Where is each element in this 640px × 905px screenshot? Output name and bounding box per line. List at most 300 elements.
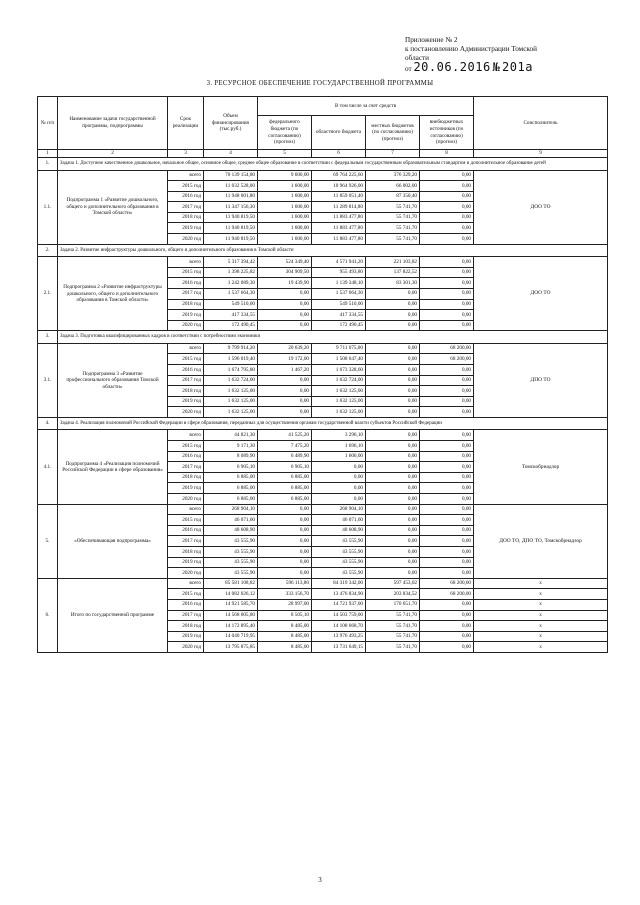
period-cell: 2015 год bbox=[168, 354, 204, 365]
regional-cell: 0,00 bbox=[312, 472, 366, 483]
federal-cell: 6 885,00 bbox=[258, 494, 312, 505]
federal-cell: 1 600,00 bbox=[258, 234, 312, 245]
period-cell: всего bbox=[168, 578, 204, 589]
total-cell: 1 537 664,30 bbox=[204, 288, 258, 299]
federal-cell: 9 600,00 bbox=[258, 170, 312, 181]
regional-cell: 14 503 759,00 bbox=[312, 610, 366, 621]
local-cell: 0,00 bbox=[366, 375, 420, 386]
period-cell: 2019 год bbox=[168, 631, 204, 642]
extra-cell: 0,00 bbox=[420, 483, 474, 494]
local-cell: 0,00 bbox=[366, 365, 420, 376]
table-row bbox=[38, 578, 608, 589]
coexecutor-cell: ДОО ТО bbox=[474, 170, 608, 244]
col-header-no: № п/п bbox=[38, 97, 58, 150]
task-text: Задача 3. Подготовка квалифицированных кадров в соответствии с потребностями экономики bbox=[58, 331, 608, 344]
period-cell: 2015 год bbox=[168, 441, 204, 452]
col-number: 1 bbox=[38, 150, 58, 158]
federal-cell: 0,00 bbox=[258, 504, 312, 515]
local-cell: 221 103,82 bbox=[366, 257, 420, 268]
total-cell: 6 905,10 bbox=[204, 462, 258, 473]
extra-cell: 0,00 bbox=[420, 278, 474, 289]
task-row bbox=[38, 417, 608, 430]
federal-cell: 1 600,00 bbox=[258, 202, 312, 213]
task-row bbox=[38, 331, 608, 344]
local-cell: 0,00 bbox=[366, 462, 420, 473]
federal-cell: 1 467,20 bbox=[258, 365, 312, 376]
local-cell: 0,00 bbox=[366, 451, 420, 462]
extra-cell: 0,00 bbox=[420, 621, 474, 632]
federal-cell: 0,00 bbox=[258, 525, 312, 536]
total-cell: 14 568 005,80 bbox=[204, 610, 258, 621]
local-cell: 0,00 bbox=[366, 320, 420, 331]
regional-cell: 3 296,10 bbox=[312, 430, 366, 441]
federal-cell: 1 600,00 bbox=[258, 191, 312, 202]
resolution-number: 201а bbox=[502, 60, 533, 74]
period-cell: 2017 год bbox=[168, 462, 204, 473]
total-cell: 13 795 875,85 bbox=[204, 642, 258, 653]
federal-cell: 0,00 bbox=[258, 386, 312, 397]
total-cell: 43 555,90 bbox=[204, 536, 258, 547]
regional-cell: 0,00 bbox=[312, 494, 366, 505]
extra-cell: 0,00 bbox=[420, 181, 474, 192]
local-cell: 0,00 bbox=[366, 386, 420, 397]
extra-cell: 0,00 bbox=[420, 642, 474, 653]
task-number: 4. bbox=[38, 417, 58, 430]
total-cell: 6 885,00 bbox=[204, 494, 258, 505]
page-title: 3. РЕСУРСНОЕ ОБЕСПЕЧЕНИЕ ГОСУДАРСТВЕННОЙ ПРОГРАММЫ bbox=[206, 80, 434, 87]
period-cell: всего bbox=[168, 430, 204, 441]
local-cell: 55 741,70 bbox=[366, 202, 420, 213]
coexecutor-cell: х bbox=[474, 578, 608, 589]
coexecutor-cell: х bbox=[474, 621, 608, 632]
period-cell: 2015 год bbox=[168, 181, 204, 192]
col-header-resp: Соисполнитель bbox=[474, 97, 608, 150]
col-header-term: Срок реализации bbox=[168, 97, 204, 150]
col-header-extra: внебюджетных источников (по согласованию) (прогноз) bbox=[420, 116, 474, 150]
federal-cell: 6 885,00 bbox=[258, 472, 312, 483]
coexecutor-cell: х bbox=[474, 599, 608, 610]
table-row bbox=[38, 430, 608, 441]
regional-cell: 1 139 348,10 bbox=[312, 278, 366, 289]
document-header bbox=[405, 36, 615, 74]
local-cell: 376 329,20 bbox=[366, 170, 420, 181]
local-cell: 170 651,70 bbox=[366, 599, 420, 610]
federal-cell: 6 885,00 bbox=[258, 483, 312, 494]
regional-cell: 955 493,80 bbox=[312, 267, 366, 278]
federal-cell: 8 505,10 bbox=[258, 610, 312, 621]
federal-cell: 7 475,20 bbox=[258, 441, 312, 452]
resolution-ref: к постановлению Администрации Томской bbox=[405, 45, 537, 53]
federal-cell: 0,00 bbox=[258, 375, 312, 386]
extra-cell: 68 200,00 bbox=[420, 343, 474, 354]
extra-cell: 0,00 bbox=[420, 365, 474, 376]
federal-cell: 20 639,20 bbox=[258, 343, 312, 354]
total-cell: 43 555,90 bbox=[204, 547, 258, 558]
period-cell: 2019 год bbox=[168, 396, 204, 407]
period-cell: 2020 год bbox=[168, 407, 204, 418]
total-cell: 417 334,55 bbox=[204, 310, 258, 321]
period-cell: 2015 год bbox=[168, 515, 204, 526]
coexecutor-cell: ДОО ТО, ДПО ТО, Томскобрнадзор bbox=[474, 504, 608, 578]
regional-cell: 1 537 664,30 bbox=[312, 288, 366, 299]
row-number: 5. bbox=[38, 504, 58, 578]
col-header-regional: областного бюджета bbox=[312, 116, 366, 150]
period-cell: 2020 год bbox=[168, 320, 204, 331]
extra-cell: 0,00 bbox=[420, 504, 474, 515]
federal-cell: 0,00 bbox=[258, 288, 312, 299]
period-cell: 2016 год bbox=[168, 525, 204, 536]
regional-cell: 43 555,90 bbox=[312, 557, 366, 568]
col-number: 6 bbox=[312, 150, 366, 158]
federal-cell: 41 525,20 bbox=[258, 430, 312, 441]
resolution-date: 20.06.2016 bbox=[413, 60, 491, 74]
period-cell: 2018 год bbox=[168, 621, 204, 632]
period-cell: 2017 год bbox=[168, 288, 204, 299]
local-cell: 0,00 bbox=[366, 547, 420, 558]
col-header-incl: В том числе за счет средств bbox=[258, 97, 474, 116]
regional-cell: 14 721 937,00 bbox=[312, 599, 366, 610]
extra-cell: 68 200,00 bbox=[420, 578, 474, 589]
period-cell: 2015 год bbox=[168, 267, 204, 278]
period-cell: 2016 год bbox=[168, 278, 204, 289]
task-row bbox=[38, 244, 608, 257]
task-text: Задача 4. Реализация полномочий Российской Федерации в сфере образования, переданных для осуществления органам государственной власти субъектов Российской Федерации bbox=[58, 417, 608, 430]
federal-cell: 19 439,90 bbox=[258, 278, 312, 289]
extra-cell: 68 200,00 bbox=[420, 354, 474, 365]
period-cell: 2018 год bbox=[168, 547, 204, 558]
federal-cell: 28 997,00 bbox=[258, 599, 312, 610]
period-cell: 2018 год bbox=[168, 386, 204, 397]
extra-cell: 68 200,00 bbox=[420, 589, 474, 600]
regional-cell: 4 571 941,20 bbox=[312, 257, 366, 268]
federal-cell: 0,00 bbox=[258, 310, 312, 321]
table-body bbox=[38, 158, 608, 653]
table-row bbox=[38, 170, 608, 181]
col-header-federal: федерального бюджета (по согласованию) (прогноз) bbox=[258, 116, 312, 150]
local-cell: 55 741,70 bbox=[366, 642, 420, 653]
page-number: 3 bbox=[318, 876, 322, 884]
extra-cell: 0,00 bbox=[420, 547, 474, 558]
total-cell: 549 510,00 bbox=[204, 299, 258, 310]
period-cell: всего bbox=[168, 504, 204, 515]
resource-table bbox=[37, 96, 608, 653]
coexecutor-cell: ДПО ТО bbox=[474, 343, 608, 417]
period-cell: 2020 год bbox=[168, 494, 204, 505]
federal-cell: 1 600,00 bbox=[258, 181, 312, 192]
federal-cell: 524 349,40 bbox=[258, 257, 312, 268]
period-cell: 2019 год bbox=[168, 557, 204, 568]
regional-cell: 13 731 649,15 bbox=[312, 642, 366, 653]
resolution-date-line bbox=[405, 60, 615, 74]
total-cell: 9 799 914,20 bbox=[204, 343, 258, 354]
regional-cell: 84 319 342,00 bbox=[312, 578, 366, 589]
regional-cell: 13 476 834,90 bbox=[312, 589, 366, 600]
total-cell: 1 674 795,80 bbox=[204, 365, 258, 376]
federal-cell: 596 113,80 bbox=[258, 578, 312, 589]
col-number: 3 bbox=[168, 150, 204, 158]
federal-cell: 19 172,00 bbox=[258, 354, 312, 365]
extra-cell: 0,00 bbox=[420, 472, 474, 483]
total-cell: 85 581 108,82 bbox=[204, 578, 258, 589]
extra-cell: 0,00 bbox=[420, 610, 474, 621]
period-cell: 2017 год bbox=[168, 610, 204, 621]
total-cell: 44 821,30 bbox=[204, 430, 258, 441]
period-cell: 2017 год bbox=[168, 536, 204, 547]
extra-cell: 0,00 bbox=[420, 223, 474, 234]
federal-cell: 0,00 bbox=[258, 396, 312, 407]
extra-cell: 0,00 bbox=[420, 568, 474, 579]
local-cell: 0,00 bbox=[366, 504, 420, 515]
period-cell: 2016 год bbox=[168, 451, 204, 462]
regional-cell: 69 764 225,60 bbox=[312, 170, 366, 181]
local-cell: 0,00 bbox=[366, 441, 420, 452]
local-cell: 203 834,52 bbox=[366, 589, 420, 600]
federal-cell: 1 600,00 bbox=[258, 223, 312, 234]
total-cell: 11 940 819,50 bbox=[204, 234, 258, 245]
coexecutor-cell: х bbox=[474, 610, 608, 621]
col-header-name: Наименование задачи государственной программы, подпрограммы bbox=[58, 97, 168, 150]
total-cell: 1 242 089,30 bbox=[204, 278, 258, 289]
period-cell: 2016 год bbox=[168, 365, 204, 376]
total-cell: 70 139 154,80 bbox=[204, 170, 258, 181]
total-cell: 14 040 719,95 bbox=[204, 631, 258, 642]
total-cell: 9 171,30 bbox=[204, 441, 258, 452]
total-cell: 11 948 001,80 bbox=[204, 191, 258, 202]
total-cell: 48 608,90 bbox=[204, 525, 258, 536]
total-cell: 5 317 394,42 bbox=[204, 257, 258, 268]
federal-cell: 333 156,70 bbox=[258, 589, 312, 600]
row-number: 6. bbox=[38, 578, 58, 652]
regional-cell: 11 859 051,40 bbox=[312, 191, 366, 202]
table-row bbox=[38, 343, 608, 354]
extra-cell: 0,00 bbox=[420, 525, 474, 536]
col-number: 4 bbox=[204, 150, 258, 158]
local-cell: 55 741,70 bbox=[366, 234, 420, 245]
local-cell: 66 002,00 bbox=[366, 181, 420, 192]
regional-cell: 417 334,55 bbox=[312, 310, 366, 321]
local-cell: 0,00 bbox=[366, 568, 420, 579]
extra-cell: 0,00 bbox=[420, 375, 474, 386]
total-cell: 1 632 724,00 bbox=[204, 375, 258, 386]
regional-cell: 48 608,90 bbox=[312, 525, 366, 536]
federal-cell: 1 600,00 bbox=[258, 212, 312, 223]
col-number: 5 bbox=[258, 150, 312, 158]
coexecutor-cell: ДОО ТО bbox=[474, 257, 608, 331]
federal-cell: 304 909,50 bbox=[258, 267, 312, 278]
regional-cell: 0,00 bbox=[312, 483, 366, 494]
row-number: 4.1. bbox=[38, 430, 58, 504]
period-cell: 2017 год bbox=[168, 375, 204, 386]
total-cell: 268 904,10 bbox=[204, 504, 258, 515]
federal-cell: 0,00 bbox=[258, 568, 312, 579]
row-number: 3.1. bbox=[38, 343, 58, 417]
col-header-local: местных бюджетов (по согласованию) (прогноз) bbox=[366, 116, 420, 150]
regional-cell: 46 071,60 bbox=[312, 515, 366, 526]
subprogram-name: Подпрограмма 1 «Развитие дошкольного, общего и дополнительного образования в Томской области» bbox=[58, 170, 168, 244]
total-cell: 1 398 225,82 bbox=[204, 267, 258, 278]
regional-cell: 549 510,00 bbox=[312, 299, 366, 310]
total-cell: 43 555,90 bbox=[204, 557, 258, 568]
coexecutor-cell: Томскобрнадзор bbox=[474, 430, 608, 504]
regional-cell: 43 555,90 bbox=[312, 536, 366, 547]
period-cell: 2018 год bbox=[168, 299, 204, 310]
total-cell: 11 940 819,50 bbox=[204, 212, 258, 223]
local-cell: 0,00 bbox=[366, 472, 420, 483]
header-row-1 bbox=[38, 97, 608, 116]
local-cell: 55 741,70 bbox=[366, 212, 420, 223]
extra-cell: 0,00 bbox=[420, 451, 474, 462]
extra-cell: 0,00 bbox=[420, 234, 474, 245]
federal-cell: 0,00 bbox=[258, 515, 312, 526]
extra-cell: 0,00 bbox=[420, 441, 474, 452]
total-cell: 1 632 125,00 bbox=[204, 386, 258, 397]
local-cell: 0,00 bbox=[366, 343, 420, 354]
local-cell: 87 350,40 bbox=[366, 191, 420, 202]
regional-cell: 13 976 493,25 bbox=[312, 631, 366, 642]
period-cell: всего bbox=[168, 257, 204, 268]
regional-cell: 9 711 075,00 bbox=[312, 343, 366, 354]
col-number: 9 bbox=[474, 150, 608, 158]
period-cell: 2019 год bbox=[168, 310, 204, 321]
period-cell: 2019 год bbox=[168, 483, 204, 494]
total-cell: 6 885,00 bbox=[204, 483, 258, 494]
task-text: Задача 2. Развитие инфраструктуры дошкольного, общего и дополнительного образования в Томской области bbox=[58, 244, 608, 257]
period-cell: 2020 год bbox=[168, 642, 204, 653]
subprogram-name: Подпрограмма 3 «Развитие профессионального образования Томской области» bbox=[58, 343, 168, 417]
coexecutor-cell: х bbox=[474, 642, 608, 653]
extra-cell: 0,00 bbox=[420, 170, 474, 181]
extra-cell: 0,00 bbox=[420, 396, 474, 407]
local-cell: 0,00 bbox=[366, 557, 420, 568]
total-cell: 1 632 125,00 bbox=[204, 396, 258, 407]
table-row bbox=[38, 257, 608, 268]
local-cell: 0,00 bbox=[366, 494, 420, 505]
federal-cell: 0,00 bbox=[258, 320, 312, 331]
extra-cell: 0,00 bbox=[420, 599, 474, 610]
federal-cell: 8 485,00 bbox=[258, 642, 312, 653]
regional-cell: 268 904,10 bbox=[312, 504, 366, 515]
extra-cell: 0,00 bbox=[420, 310, 474, 321]
regional-cell: 1 508 647,40 bbox=[312, 354, 366, 365]
extra-cell: 0,00 bbox=[420, 515, 474, 526]
total-cell: 8 089,90 bbox=[204, 451, 258, 462]
task-number: 2. bbox=[38, 244, 58, 257]
task-number: 1. bbox=[38, 158, 58, 171]
subprogram-name: Подпрограмма 4 «Реализация полномочий Российской Федерации в сфере образования» bbox=[58, 430, 168, 504]
table-row bbox=[38, 504, 608, 515]
col-number: 8 bbox=[420, 150, 474, 158]
period-cell: 2019 год bbox=[168, 223, 204, 234]
federal-cell: 6 905,10 bbox=[258, 462, 312, 473]
federal-cell: 8 485,00 bbox=[258, 631, 312, 642]
date-prefix: от bbox=[405, 65, 412, 73]
subprogram-name: «Обеспечивающая подпрограмма» bbox=[58, 504, 168, 578]
total-cell: 46 071,60 bbox=[204, 515, 258, 526]
col-header-volume: Объем финансирования (тыс.руб.) bbox=[204, 97, 258, 150]
extra-cell: 0,00 bbox=[420, 320, 474, 331]
total-cell: 11 032 528,00 bbox=[204, 181, 258, 192]
federal-cell: 0,00 bbox=[258, 407, 312, 418]
period-cell: 2017 год bbox=[168, 202, 204, 213]
regional-cell: 1 632 125,00 bbox=[312, 407, 366, 418]
total-cell: 172 490,45 bbox=[204, 320, 258, 331]
period-cell: 2016 год bbox=[168, 191, 204, 202]
regional-cell: 0,00 bbox=[312, 462, 366, 473]
extra-cell: 0,00 bbox=[420, 267, 474, 278]
total-cell: 6 885,00 bbox=[204, 472, 258, 483]
coexecutor-cell: х bbox=[474, 589, 608, 600]
task-number: 3. bbox=[38, 331, 58, 344]
coexecutor-cell: х bbox=[474, 631, 608, 642]
regional-cell: 172 490,45 bbox=[312, 320, 366, 331]
appendix-label: Приложение № 2 bbox=[405, 36, 458, 44]
extra-cell: 0,00 bbox=[420, 494, 474, 505]
extra-cell: 0,00 bbox=[420, 386, 474, 397]
subprogram-name: Подпрограмма 2 «Развитие инфраструктуры дошкольного, общего и дополнительного образования в Томской области» bbox=[58, 257, 168, 331]
federal-cell: 0,00 bbox=[258, 547, 312, 558]
local-cell: 0,00 bbox=[366, 525, 420, 536]
subprogram-name: Итого по государственной программе bbox=[58, 578, 168, 652]
extra-cell: 0,00 bbox=[420, 557, 474, 568]
extra-cell: 0,00 bbox=[420, 288, 474, 299]
local-cell: 0,00 bbox=[366, 430, 420, 441]
extra-cell: 0,00 bbox=[420, 407, 474, 418]
regional-cell: 1 632 125,00 bbox=[312, 386, 366, 397]
federal-cell: 8 485,00 bbox=[258, 621, 312, 632]
federal-cell: 0,00 bbox=[258, 557, 312, 568]
federal-cell: 6 489,90 bbox=[258, 451, 312, 462]
resolution-region: области bbox=[405, 54, 430, 62]
extra-cell: 0,00 bbox=[420, 536, 474, 547]
regional-cell: 1 696,10 bbox=[312, 441, 366, 452]
period-cell: 2020 год bbox=[168, 568, 204, 579]
local-cell: 0,00 bbox=[366, 310, 420, 321]
col-number: 7 bbox=[366, 150, 420, 158]
regional-cell: 1 632 724,00 bbox=[312, 375, 366, 386]
federal-cell: 0,00 bbox=[258, 299, 312, 310]
column-numbers-row bbox=[38, 150, 608, 158]
total-cell: 1 596 019,40 bbox=[204, 354, 258, 365]
regional-cell: 11 289 814,80 bbox=[312, 202, 366, 213]
total-cell: 43 555,90 bbox=[204, 568, 258, 579]
period-cell: 2016 год bbox=[168, 599, 204, 610]
local-cell: 55 741,70 bbox=[366, 223, 420, 234]
local-cell: 55 741,70 bbox=[366, 631, 420, 642]
number-prefix: № bbox=[492, 60, 501, 74]
extra-cell: 0,00 bbox=[420, 202, 474, 213]
local-cell: 83 301,30 bbox=[366, 278, 420, 289]
local-cell: 55 741,70 bbox=[366, 621, 420, 632]
local-cell: 0,00 bbox=[366, 536, 420, 547]
extra-cell: 0,00 bbox=[420, 631, 474, 642]
extra-cell: 0,00 bbox=[420, 430, 474, 441]
total-cell: 11 940 819,50 bbox=[204, 223, 258, 234]
period-cell: всего bbox=[168, 170, 204, 181]
local-cell: 0,00 bbox=[366, 288, 420, 299]
local-cell: 0,00 bbox=[366, 483, 420, 494]
regional-cell: 1 673 328,60 bbox=[312, 365, 366, 376]
regional-cell: 11 883 477,80 bbox=[312, 223, 366, 234]
regional-cell: 1 632 125,00 bbox=[312, 396, 366, 407]
regional-cell: 14 108 668,70 bbox=[312, 621, 366, 632]
local-cell: 0,00 bbox=[366, 396, 420, 407]
local-cell: 0,00 bbox=[366, 354, 420, 365]
task-row bbox=[38, 158, 608, 171]
period-cell: 2015 год bbox=[168, 589, 204, 600]
total-cell: 14 082 026,12 bbox=[204, 589, 258, 600]
period-cell: всего bbox=[168, 343, 204, 354]
regional-cell: 10 964 926,00 bbox=[312, 181, 366, 192]
